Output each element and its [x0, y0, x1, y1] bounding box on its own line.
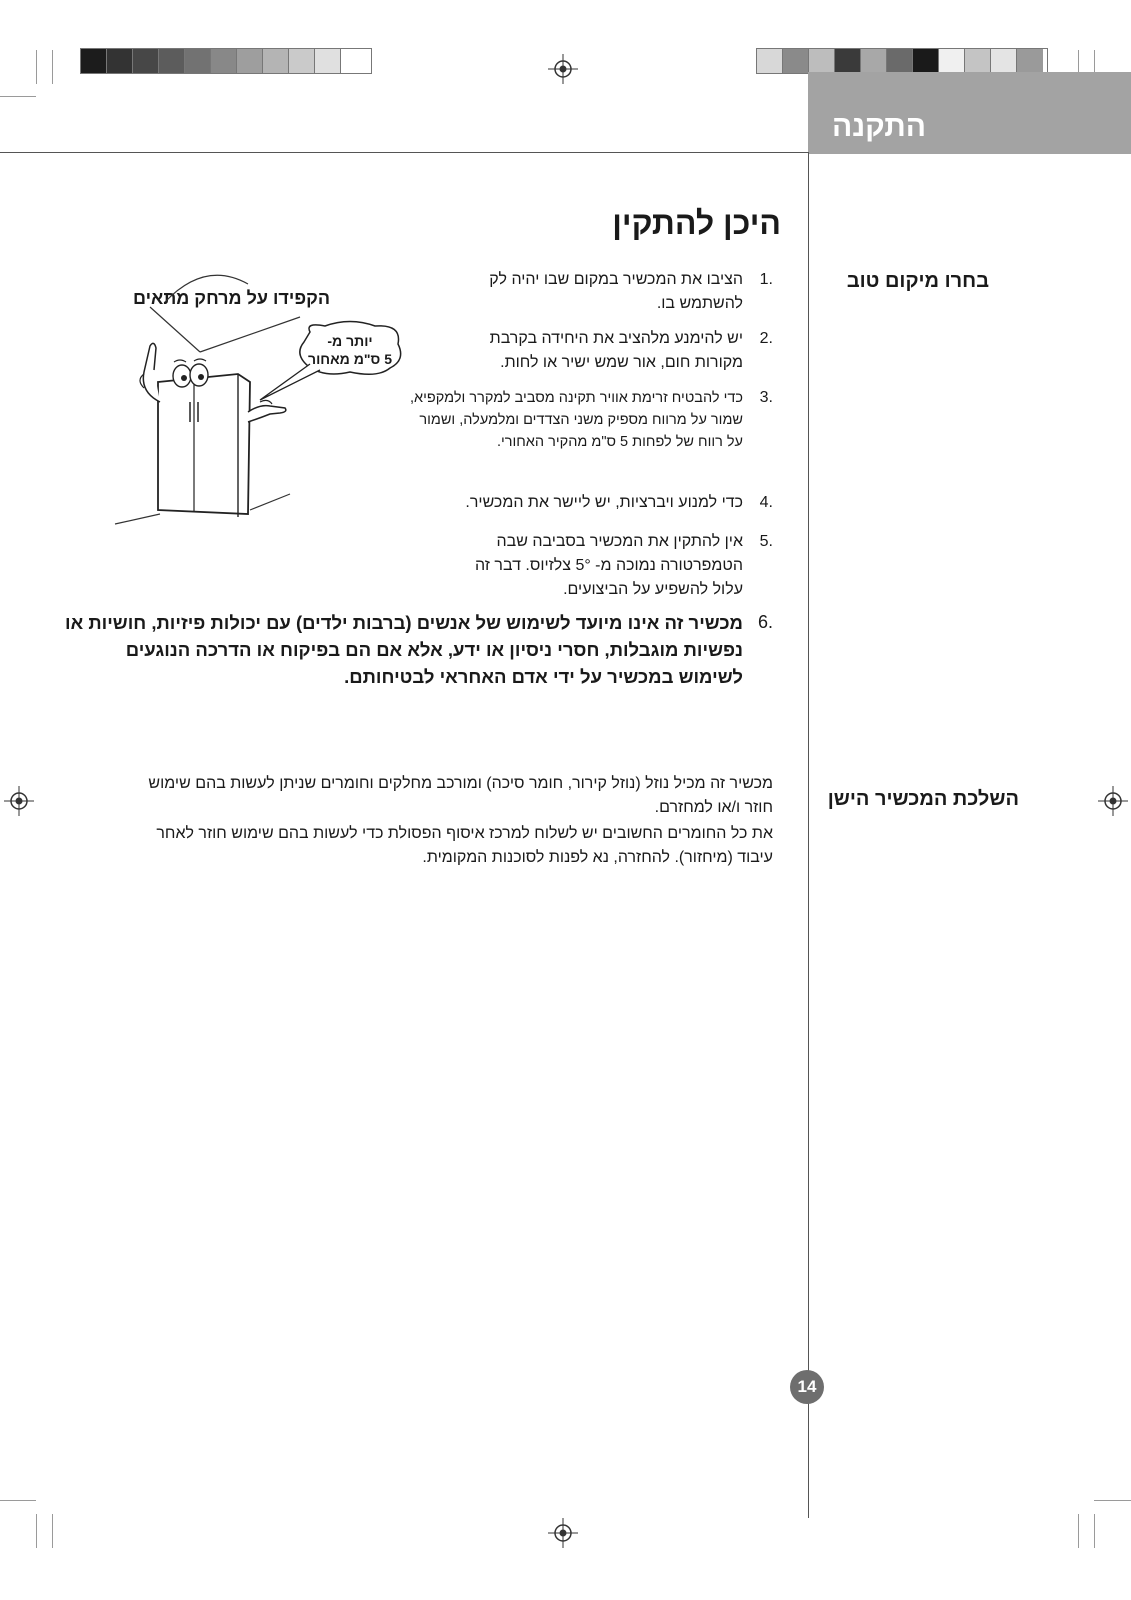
sidebar-heading-location: בחרו מיקום טוב: [846, 270, 989, 292]
column-divider: [808, 152, 809, 1518]
header-rule: [0, 152, 808, 153]
disposal-paragraph: את כל החומרים החשובים יש לשלוח למרכז איסוף הפסולת כדי לעשות בהם שימוש חוזר לאחר עיבוד (מיחזור). להחזרה, נא לפנות לסוכנות המקומית.: [156, 825, 773, 866]
speech-bubble-text: יותר מ- 5 ס"מ מאחור: [308, 333, 392, 367]
illustration-caption: הקפידו על מרחק מתאים: [133, 288, 331, 308]
disposal-paragraph: מכשיר זה מכיל נוזל (נוזל קירור, חומר סיכה) ומורכב מחלקים וחומרים שניתן לעשות בהם שימוש חוזר ו/או למחזרם.: [148, 775, 773, 816]
list-item: 2. יש להימנע מלהציב את היחידה בקרבת מקורות חום, אור שמש ישיר או לחות.: [489, 330, 773, 371]
list-item: 1. הציבו את המכשיר במקום שבו יהיה לק להשתמש בו.: [489, 271, 773, 312]
section-title: התקנה: [831, 110, 926, 143]
list-item: 5. אין להתקין את המכשיר בסביבה שבה הטמפרטורה נמוכה מ- 5° צלזיוס. דבר זה עלול להשפיע על הביצועים.: [474, 533, 773, 598]
list-item-warning: 6. מכשיר זה אינו מיועד לשימוש של אנשים (ברבות ילדים) עם יכולות פיזיות, חושיות או נפשיות מוגבלות, חסרי ניסיון או ידע, אלא אם הם בפיקוח או הדרכה הנוגעים לשימוש במכשיר על ידי אדם האחראי לבטיחותם.: [65, 612, 773, 687]
section-tab: [808, 72, 1131, 154]
page-title: היכן להתקין: [612, 205, 781, 241]
page-number: 14: [790, 1370, 824, 1404]
refrigerator-illustration-icon: [110, 262, 430, 542]
registration-mark-icon: [4, 786, 34, 816]
color-calibration-bar: [80, 48, 372, 74]
registration-mark-icon: [548, 1518, 578, 1548]
color-calibration-bar: [756, 48, 1048, 74]
registration-mark-icon: [548, 54, 578, 84]
list-item: 3. כדי להבטיח זרימת אוויר תקינה מסביב למקרר ולמקפיא, שמור על מרווח מספיק משני הצדדים ומלמעלה, ושמור על רווח של לפחות 5 ס"מ מהקיר האחורי.: [410, 389, 773, 450]
sidebar-heading-disposal: השלכת המכשיר הישן: [827, 788, 1019, 810]
registration-mark-icon: [1098, 786, 1128, 816]
list-item: 4. כדי למנוע ויברציות, יש ליישר את המכשיר.: [465, 494, 773, 511]
